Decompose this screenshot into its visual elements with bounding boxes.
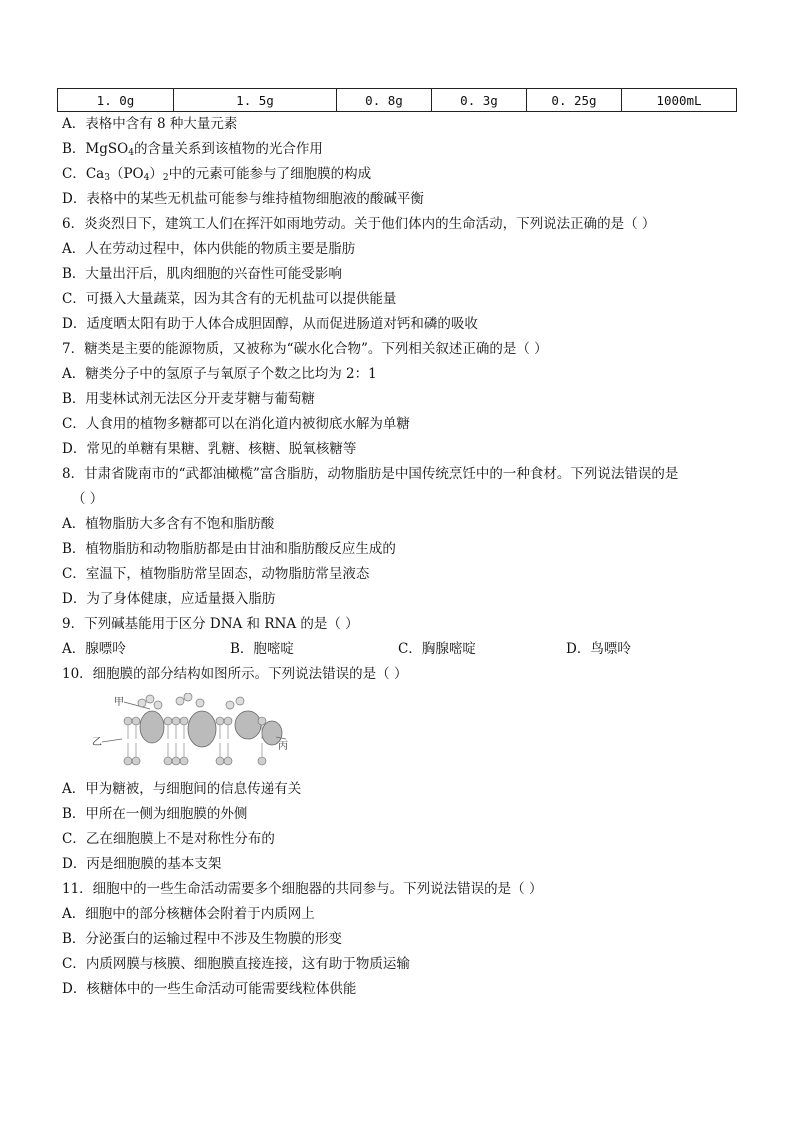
nutrient-table [57,88,737,112]
q7-option-d: D．常见的单糖有果糖、乳糖、核糖、脱氧核糖等 [62,441,357,457]
table-cell: 1000mL [622,89,737,112]
q11-option-b: B．分泌蛋白的运输过程中不涉及生物膜的形变 [62,931,342,947]
cell-membrane-diagram [90,693,290,777]
lipid-heads-bottom [124,757,266,765]
table-cell: 0. 3g [432,89,527,112]
table-cell: 1. 0g [58,89,174,112]
q7-stem: 7．糖类是主要的能源物质，又被称为“碳水化合物”。下列相关叙述正确的是（ ） [62,341,548,357]
table-cell: 0. 8g [337,89,432,112]
q10-option-c: C．乙在细胞膜上不是对称性分布的 [62,831,275,847]
q10-option-d: D．丙是细胞膜的基本支架 [62,856,222,872]
q6-option-d: D．适度晒太阳有助于人体合成胆固醇，从而促进肠道对钙和磷的吸收 [62,316,478,332]
q9-option-d: D．鸟嘌呤 [566,641,631,657]
q11-option-a: A．细胞中的部分核糖体会附着于内质网上 [62,906,315,922]
q10-stem: 10．细胞膜的部分结构如图所示。下列说法错误的是（ ） [62,666,408,682]
table-cell: 0. 25g [527,89,622,112]
q8-option-d: D．为了身体健康，应适量摄入脂肪 [62,591,276,607]
q9-option-c: C．胸腺嘧啶 [398,641,476,657]
q11-stem: 11．细胞中的一些生命活动需要多个细胞器的共同参与。下列说法错误的是（ ） [62,881,543,897]
q8-stem: 8．甘肃省陇南市的“武都油橄榄”富含脂肪，动物脂肪是中国传统烹饪中的一种食材。下列说法错误的是 [62,466,679,482]
label-jia: 甲 [114,697,124,708]
q8-option-b: B．植物脂肪和动物脂肪都是由甘油和脂肪酸反应生成的 [62,541,396,557]
q6-stem: 6．炎炎烈日下，建筑工人们在挥汗如雨地劳动。关于他们体内的生命活动，下列说法正确的是（ ） [62,216,656,232]
q10-option-b: B．甲所在一侧为细胞膜的外侧 [62,806,248,822]
q6-option-c: C．可摄入大量蔬菜，因为其含有的无机盐可以提供能量 [62,291,397,307]
label-yi: 乙 [92,737,102,748]
q7-option-b: B．用斐林试剂无法区分开麦芽糖与葡萄糖 [62,391,315,407]
label-bing: 丙 [278,741,288,752]
q11-option-c: C．内质网膜与核膜、细胞膜直接连接，这有助于物质运输 [62,956,410,972]
question-list [62,112,742,1002]
cell-membrane-figure [62,687,742,777]
q7-option-a: A．糖类分子中的氢原子与氧原子个数之比均为 2：1 [62,366,377,382]
q5-option-b: B．MgSO$_4$的含量关系到该植物的光合作用 [62,141,323,158]
q9-option-b: B．胞嘧啶 [230,641,294,657]
q5-option-a: A．表格中含有 8 种大量元素 [62,116,238,132]
q8-option-c: C．室温下，植物脂肪常呈固态，动物脂肪常呈液态 [62,566,370,582]
q5-option-c: C．$Ca_3(PO_4)_2$中的元素可能参与了细胞膜的构成 [62,166,372,183]
membrane-proteins [140,711,282,747]
table-cell: 1. 5g [174,89,337,112]
q5-option-d: D．表格中的某些无机盐可能参与维持植物细胞液的酸碱平衡 [62,191,424,207]
q6-option-a: A．人在劳动过程中，体内供能的物质主要是脂肪 [62,241,356,257]
table-row [58,89,737,112]
q10-option-a: A．甲为糖被，与细胞间的信息传递有关 [62,781,302,797]
q9-options [62,637,742,662]
q9-stem: 9．下列碱基能用于区分 DNA 和 RNA 的是（ ） [62,616,359,632]
glycocalyx-chains [138,693,244,709]
q11-option-d: D．核糖体中的一些生命活动可能需要线粒体供能 [62,981,357,997]
q9-option-a: A．腺嘌呤 [62,641,126,657]
q7-option-c: C．人食用的植物多糖都可以在消化道内被彻底水解为单糖 [62,416,410,432]
q6-option-b: B．大量出汗后，肌肉细胞的兴奋性可能受影响 [62,266,342,282]
q8-stem-continued: （ ） [72,491,104,507]
q8-option-a: A．植物脂肪大多含有不饱和脂肪酸 [62,516,275,532]
